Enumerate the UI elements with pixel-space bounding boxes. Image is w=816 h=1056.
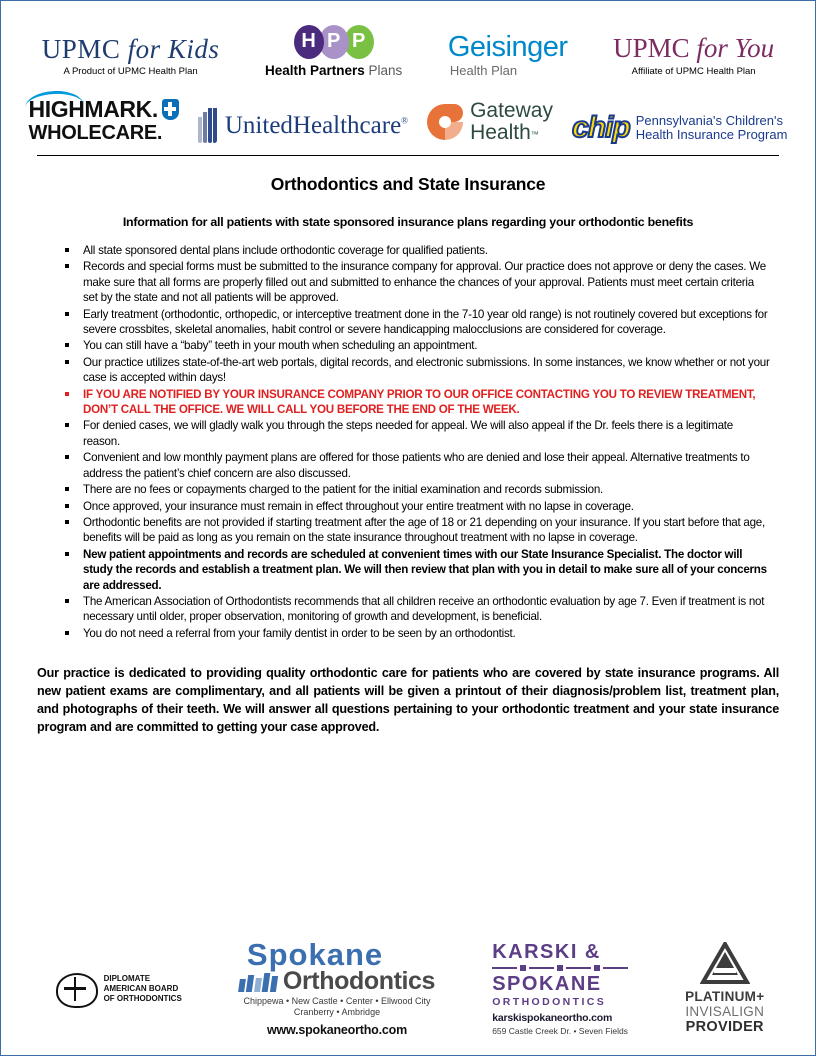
page-subtitle: Information for all patients with state sponsored insurance plans regarding your orthodontic benefits — [122, 215, 694, 229]
gateway-line2-text: Health — [470, 120, 531, 144]
geisinger-wordmark: Geisinger — [447, 31, 568, 63]
gateway-pinwheel-icon — [427, 104, 463, 140]
trademark-icon: ™ — [530, 129, 539, 139]
spokane-name-bottom-row — [239, 966, 436, 995]
upmc-for-kids-main-b: for Kids — [127, 34, 220, 64]
invisalign-triangle-icon — [700, 942, 750, 984]
chip-line1: Pennsylvania's Children's — [635, 112, 784, 128]
logo-gateway-health — [427, 87, 553, 143]
upmc-for-kids-main-a: UPMC — [41, 34, 128, 64]
insurance-logos-row-2 — [19, 87, 797, 143]
karski-divider-rule — [492, 965, 628, 971]
hpp-wordmark-bold: Health Partners — [264, 62, 365, 78]
spokane-cities-line2: Cranberry • Ambridge — [293, 1007, 381, 1018]
upmc-for-kids-tagline: A Product of UPMC Health Plan — [63, 66, 198, 77]
abo-line3: OF ORTHODONTICS — [103, 994, 182, 1004]
upmc-for-you-tagline: Affiliate of UPMC Health Plan — [631, 66, 756, 77]
hpp-wordmark — [265, 64, 402, 78]
upmc-for-kids-wordmark — [42, 36, 220, 63]
logo-karski-and-spokane-orthodontics — [492, 942, 628, 1037]
logo-upmc-for-kids — [42, 15, 220, 77]
logo-invisalign-platinum-provider — [685, 942, 764, 1035]
highmark-swoosh-icon — [24, 89, 83, 107]
spokane-cities-line1: Chippewa • New Castle • Center • Ellwood City — [243, 995, 431, 1006]
bullet-item: Our practice utilizes state-of-the-art web portals, digital records, and electronic submissions. In some instances, we know whether or not your case is accepted within days! — [63, 355, 771, 386]
gateway-name — [470, 100, 553, 143]
header-divider-rule — [37, 155, 779, 156]
bullet-item: New patient appointments and records are scheduled at convenient times with our State Insurance Specialist. The doctor will study the records and establish a treatment plan. We will then review that plan with you in detail to make sure all of your concerns are addressed. — [63, 547, 771, 593]
hpp-circle-p2: P — [344, 25, 374, 59]
bullet-item: Convenient and low monthly payment plans are offered for those patients who are denied and lose their appeal. Alternative treatments to address the patient’s chief concern are also discussed. — [63, 450, 771, 481]
highmark-wholecare-line: WHOLECARE. — [28, 122, 163, 144]
unitedhealthcare-wordmark — [198, 107, 408, 143]
bullet-item: You do not need a referral from your family dentist in order to be seen by an orthodontist. — [63, 626, 771, 641]
chip-wordmark — [572, 113, 787, 143]
bullet-item: All state sponsored dental plans include orthodontic coverage for qualified patients. — [63, 243, 771, 258]
invisalign-line3: PROVIDER — [685, 1019, 764, 1036]
invisalign-line2: INVISALIGN — [685, 1004, 765, 1020]
unitedhealthcare-shield-icon — [198, 107, 218, 143]
spokane-orthodontics-word: Orthodontics — [282, 966, 436, 995]
unitedhealthcare-name-text: UnitedHealthcare — [224, 111, 402, 139]
gateway-line2 — [470, 122, 553, 143]
spokane-website-url[interactable]: www.spokaneortho.com — [266, 1022, 407, 1037]
chip-line2: Health Insurance Program — [635, 127, 788, 142]
insurance-logos-row-1 — [19, 15, 797, 77]
highmark-name: HIGHMARK. — [28, 96, 158, 122]
karski-address: 659 Castle Creek Dr. • Seven Fields — [492, 1026, 628, 1037]
bullet-item: There are no fees or copayments charged to the patient for the initial examination and records submission. — [63, 482, 771, 497]
spokane-name-top: Spokane — [246, 937, 384, 973]
hpp-circle-h: H — [294, 25, 324, 59]
logo-unitedhealthcare — [198, 87, 408, 143]
practice-logos-footer — [1, 929, 815, 1049]
spokane-wordmark — [239, 937, 436, 1037]
bullet-item: Once approved, your insurance must remain in effect throughout your entire treatment with no lapse in coverage. — [63, 499, 771, 514]
spokane-cities — [239, 996, 435, 1019]
bullet-item: For denied cases, we will gladly walk you through the steps needed for appeal. We will also appeal if the Dr. feels there is a legitimate reason. — [63, 418, 771, 449]
chip-program-name — [636, 114, 788, 142]
karski-wordmark — [492, 942, 628, 1037]
insurance-logos-band — [1, 1, 815, 149]
highmark-top-line — [29, 98, 179, 121]
upmc-for-you-main-b: for You — [696, 33, 775, 63]
benefits-bullet-list — [63, 243, 771, 641]
bullet-item: You can still have a “baby” teeth in your mouth when scheduling an appointment. — [63, 338, 771, 353]
gateway-wordmark — [427, 100, 553, 143]
blue-cross-shield-icon — [162, 99, 179, 120]
chip-mark-icon: chip — [572, 111, 630, 144]
logo-american-board-orthodontics — [52, 973, 182, 1005]
karski-line1: KARSKI & — [492, 940, 601, 963]
karski-website-url[interactable]: karskispokaneortho.com — [492, 1012, 613, 1025]
logo-health-partners-plans — [265, 15, 402, 77]
karski-line3: ORTHODONTICS — [492, 995, 607, 1008]
abo-line2: AMERICAN BOARD — [103, 983, 179, 993]
bullet-item: The American Association of Orthodontists recommends that all children receive an orthodontic evaluation by age 7. Even if treatment is not necessary until older, proper observation, monitoring of growth and development, is beneficial. — [63, 594, 771, 625]
bullet-item: IF YOU ARE NOTIFIED BY YOUR INSURANCE COMPANY PRIOR TO OUR OFFICE CONTACTING YOU TO REVIEW TREATMENT, DON’T CALL THE OFFICE. WE WILL CALL YOU BEFORE THE END OF THE WEEK. — [63, 387, 771, 418]
hpp-circle-p1: P — [319, 25, 349, 59]
logo-chip-pennsylvania — [572, 87, 787, 143]
highmark-wordmark — [29, 98, 179, 143]
upmc-for-you-wordmark — [613, 35, 774, 62]
gateway-line1: Gateway — [470, 99, 553, 123]
logo-spokane-orthodontics — [239, 937, 436, 1037]
karski-line2: SPOKANE — [492, 972, 602, 995]
spokane-bars-icon — [239, 973, 279, 992]
abo-text-block — [104, 974, 182, 1005]
abo-line1: DIPLOMATE — [103, 973, 151, 983]
abo-seal-icon — [52, 973, 98, 1005]
abo-wordmark — [52, 973, 182, 1005]
invisalign-line1: PLATINUM+ — [685, 989, 765, 1005]
bullet-item: Early treatment (orthodontic, orthopedic, or interceptive treatment done in the 7-10 year old range) is not routinely covered but exceptions for severe crossbites, skeletal anomalies, habit control or severe handicapping malocclusions are considered for coverage. — [63, 307, 771, 338]
unitedhealthcare-name — [225, 113, 408, 138]
closing-paragraph: Our practice is dedicated to providing quality orthodontic care for patients who are covered by state insurance programs. All new patient exams are complimentary, and all patients will be given a printout of their diagnosis/problem list, treatment plan, and photographs of their teeth. We will answer all questions pertaining to your orthodontic treatment and your state insurance program and are committed to getting your case approved. — [37, 666, 779, 734]
registered-mark-icon: ® — [401, 115, 409, 126]
logo-upmc-for-you — [613, 15, 774, 77]
upmc-for-you-main-a: UPMC — [613, 33, 697, 63]
geisinger-tagline: Health Plan — [449, 63, 518, 78]
page-title: Orthodontics and State Insurance — [270, 174, 546, 194]
logo-highmark-wholecare — [29, 87, 179, 143]
logo-geisinger-health-plan — [448, 15, 568, 77]
hpp-wordmark-light: Plans — [364, 62, 403, 78]
bullet-item: Orthodontic benefits are not provided if starting treatment after the age of 18 or 21 depending on your insurance. If you start before that age, benefits will be paid as long as you remain on the state insurance throughout treatment with no lapse in coverage. — [63, 515, 771, 546]
bullet-item: Records and special forms must be submitted to the insurance company for approval. Our practice does not approve or deny the cases. We make sure that all forms are properly filled out and submitted to enhance the chances of your approval. Patients must meet certain criteria set by the state and not all patients will be approved. — [63, 259, 771, 305]
hpp-circles-icon — [294, 25, 374, 59]
invisalign-badge — [685, 942, 764, 1035]
